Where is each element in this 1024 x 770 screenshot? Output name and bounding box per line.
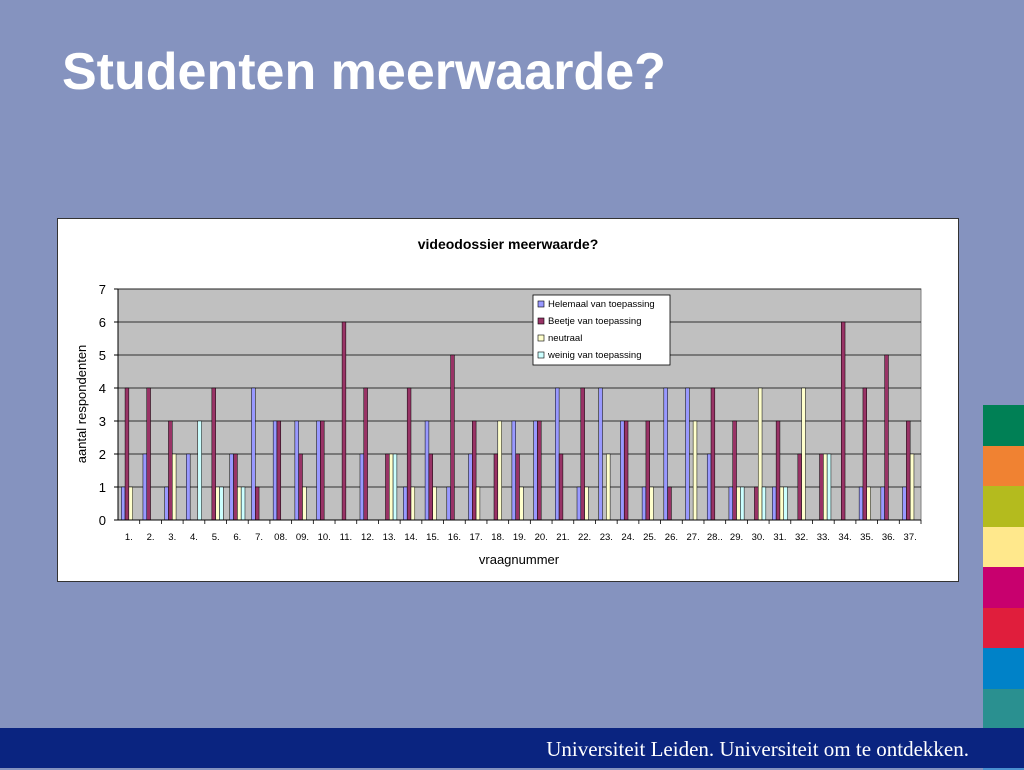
bar: [494, 454, 498, 520]
x-tick-label: 2.: [146, 532, 155, 543]
y-tick-label: 3: [98, 414, 106, 429]
bar: [885, 355, 889, 520]
bar: [393, 454, 397, 520]
bar-chart: [58, 219, 958, 581]
bar: [168, 421, 172, 520]
bar: [516, 454, 520, 520]
color-strip-block: [983, 446, 1024, 487]
bar: [646, 421, 650, 520]
x-tick-label: 15.: [426, 532, 440, 543]
bar: [299, 454, 303, 520]
bar: [317, 421, 321, 520]
bar: [129, 487, 133, 520]
x-axis-ticks: [125, 520, 921, 543]
bar: [733, 421, 737, 520]
x-tick-label: 17.: [469, 532, 483, 543]
bar: [729, 487, 733, 520]
bar: [555, 388, 559, 520]
bar: [277, 421, 281, 520]
bar: [302, 487, 306, 520]
bar: [219, 487, 223, 520]
legend-swatch: [538, 352, 544, 358]
bar: [859, 487, 863, 520]
bar: [143, 454, 147, 520]
bar: [711, 388, 715, 520]
bar: [693, 421, 697, 520]
bar: [686, 388, 690, 520]
x-tick-label: 30.: [751, 532, 765, 543]
bar: [172, 454, 176, 520]
bar: [165, 487, 169, 520]
legend-swatch: [538, 318, 544, 324]
bar: [867, 487, 871, 520]
x-tick-label: 6.: [233, 532, 242, 543]
bar: [212, 388, 216, 520]
bar: [403, 487, 407, 520]
x-tick-label: 13.: [382, 532, 396, 543]
x-tick-label: 23.: [599, 532, 613, 543]
bar: [754, 487, 758, 520]
color-strip-block: [983, 689, 1024, 730]
bar: [906, 421, 910, 520]
color-strip: [983, 405, 1024, 770]
bar: [772, 487, 776, 520]
bar: [472, 421, 476, 520]
bar: [237, 487, 241, 520]
legend-label: weinig van toepassing: [548, 350, 642, 361]
x-tick-label: 36.: [881, 532, 896, 543]
bar: [429, 454, 433, 520]
bar: [620, 421, 624, 520]
x-tick-label: 4.: [189, 532, 198, 543]
x-tick-label: 14.: [404, 532, 418, 543]
bar: [433, 487, 437, 520]
bar: [740, 487, 744, 520]
x-tick-label: 20.: [534, 532, 548, 543]
x-tick-label: 29.: [729, 532, 744, 543]
bar: [186, 454, 190, 520]
x-tick-label: 25.: [643, 532, 657, 543]
bar: [823, 454, 827, 520]
bar: [762, 487, 766, 520]
y-tick-label: 6: [98, 315, 106, 330]
footer-bar: [0, 728, 1024, 768]
bar: [498, 421, 502, 520]
bar: [125, 388, 129, 520]
x-tick-label: 24.: [621, 532, 635, 543]
color-strip-block: [983, 405, 1024, 446]
bar: [559, 454, 563, 520]
chart-frame: [57, 218, 959, 582]
y-axis-ticks: [99, 282, 118, 528]
bar: [802, 388, 806, 520]
color-strip-block: [983, 567, 1024, 608]
bar: [364, 388, 368, 520]
bar: [784, 487, 788, 520]
x-tick-label: 12.: [360, 532, 375, 543]
bar: [780, 487, 784, 520]
bar: [841, 322, 845, 520]
bar: [624, 421, 628, 520]
bar: [425, 421, 429, 520]
x-tick-label: 10.: [317, 532, 331, 543]
x-tick-label: 27.: [686, 532, 700, 543]
bar: [451, 355, 455, 520]
legend-label: Helemaal van toepassing: [548, 299, 655, 310]
x-tick-label: 33.: [816, 532, 830, 543]
bar: [827, 454, 831, 520]
x-tick-label: 35.: [860, 532, 874, 543]
x-tick-label: 7.: [255, 532, 264, 543]
x-tick-label: 09.: [295, 532, 310, 543]
bar: [241, 487, 245, 520]
bar: [537, 421, 541, 520]
slide-title: Studenten meerwaarde?: [62, 43, 666, 101]
bar: [273, 421, 277, 520]
bar: [585, 487, 589, 520]
y-tick-label: 5: [98, 348, 106, 363]
bar: [230, 454, 234, 520]
x-tick-label: 5.: [211, 532, 220, 543]
legend-label: neutraal: [548, 333, 583, 344]
bar: [577, 487, 581, 520]
x-tick-label: 19.: [512, 532, 527, 543]
legend-swatch: [538, 335, 544, 341]
color-strip-block: [983, 527, 1024, 568]
x-tick-label: 11.: [339, 532, 353, 543]
bar: [216, 487, 220, 520]
bar: [385, 454, 389, 520]
bar: [910, 454, 914, 520]
bar: [121, 487, 125, 520]
bar: [342, 322, 346, 520]
x-tick-label: 3.: [168, 532, 177, 543]
bar: [512, 421, 516, 520]
x-tick-label: 31.: [773, 532, 787, 543]
chart-title: videodossier meerwaarde?: [417, 236, 599, 252]
x-tick-label: 22.: [577, 532, 592, 543]
bar: [581, 388, 585, 520]
bar: [758, 388, 762, 520]
bar: [411, 487, 415, 520]
bar: [707, 454, 711, 520]
bar: [320, 421, 324, 520]
bar: [534, 421, 538, 520]
bar: [642, 487, 646, 520]
x-tick-label: 26.: [664, 532, 679, 543]
legend-label: Beetje van toepassing: [548, 316, 642, 327]
bar: [447, 487, 451, 520]
bar: [903, 487, 907, 520]
y-tick-label: 1: [98, 480, 106, 495]
x-tick-label: 1.: [124, 532, 133, 543]
x-tick-label: 34.: [838, 532, 852, 543]
bar: [650, 487, 654, 520]
x-tick-label: 16.: [447, 532, 462, 543]
y-axis-label: aantal respondenten: [74, 344, 89, 464]
bar: [520, 487, 524, 520]
bar: [476, 487, 480, 520]
bar: [776, 421, 780, 520]
footer-text: Universiteit Leiden. Universiteit om te ontdekken.: [546, 737, 969, 761]
color-strip-block: [983, 486, 1024, 527]
chart-legend: [533, 295, 670, 365]
bar: [295, 421, 299, 520]
x-tick-label: 08.: [274, 532, 288, 543]
bar: [668, 487, 672, 520]
bar: [198, 421, 202, 520]
bar: [737, 487, 741, 520]
bar: [863, 388, 867, 520]
y-tick-label: 2: [98, 447, 106, 462]
bar: [234, 454, 238, 520]
y-tick-label: 0: [98, 513, 106, 528]
bar: [255, 487, 259, 520]
color-strip-block: [983, 648, 1024, 689]
x-tick-label: 37.: [903, 532, 917, 543]
bar: [881, 487, 885, 520]
x-tick-label: 18.: [491, 532, 505, 543]
color-strip-block: [983, 608, 1024, 649]
x-tick-label: 21.: [556, 532, 570, 543]
bar: [820, 454, 824, 520]
y-tick-label: 7: [98, 282, 106, 297]
bar: [599, 388, 603, 520]
x-axis-label: vraagnummer: [478, 552, 560, 567]
bar: [468, 454, 472, 520]
bar: [606, 454, 610, 520]
x-tick-label: 32.: [795, 532, 809, 543]
y-tick-label: 4: [98, 381, 106, 396]
bar: [360, 454, 364, 520]
bar: [798, 454, 802, 520]
x-tick-label: 28..: [706, 532, 723, 543]
bar: [664, 388, 668, 520]
legend-swatch: [538, 301, 544, 307]
bar: [251, 388, 255, 520]
bar: [407, 388, 411, 520]
bar: [389, 454, 393, 520]
bar: [147, 388, 151, 520]
